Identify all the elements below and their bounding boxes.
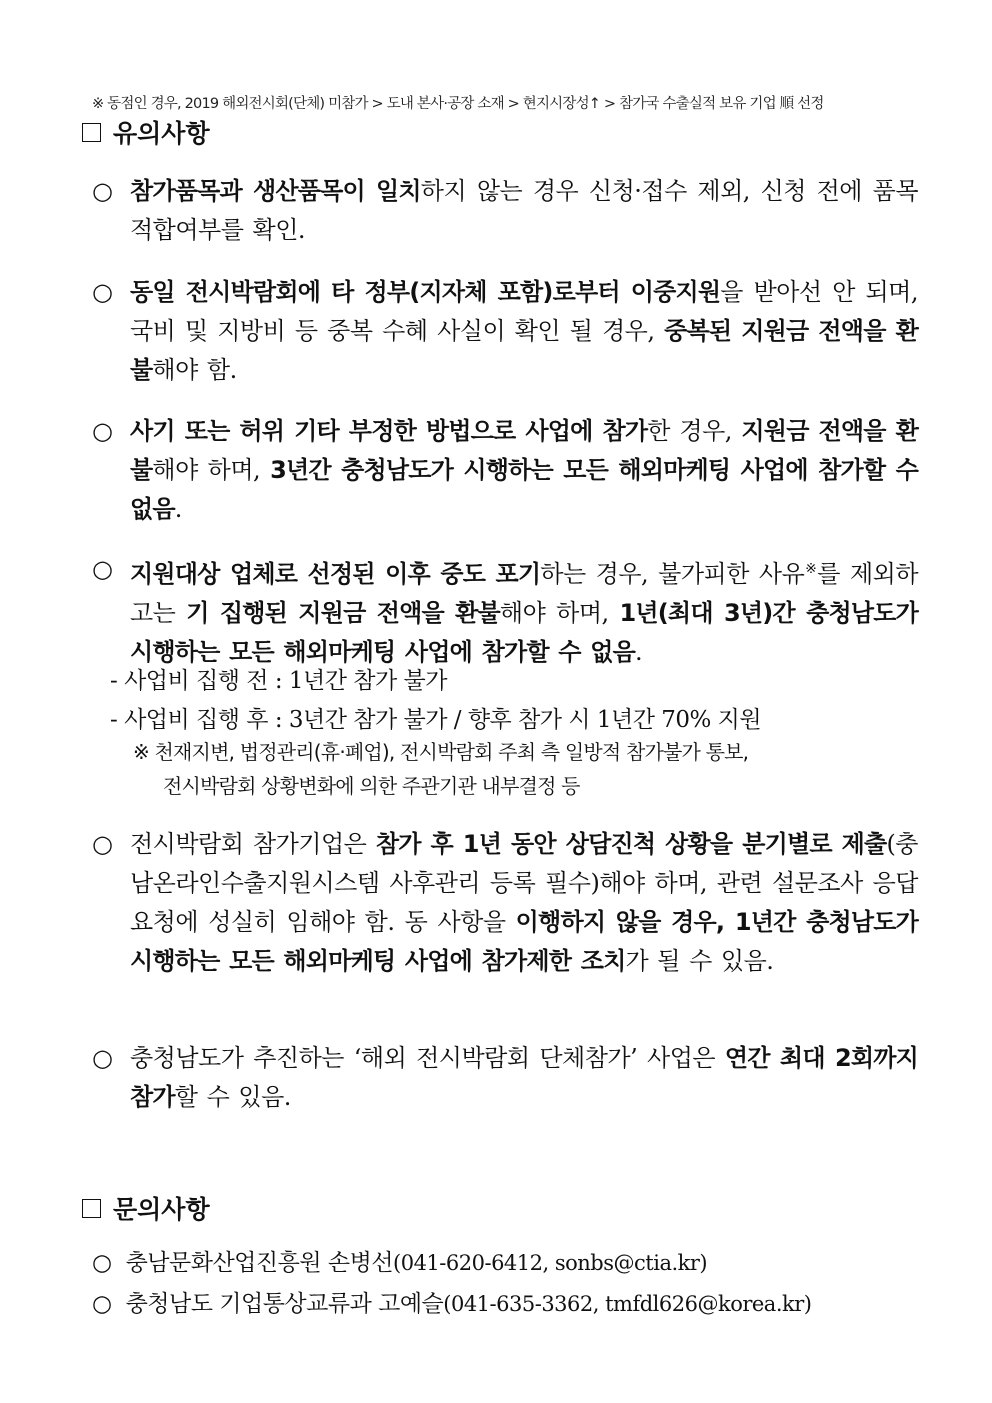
contact-section-title bbox=[82, 1190, 210, 1226]
note-item-4-text bbox=[130, 550, 918, 672]
note-item-6-text bbox=[130, 1039, 918, 1117]
text-phrase: 해야 하며, bbox=[499, 599, 620, 627]
text-phrase: 해야 함. bbox=[152, 356, 237, 384]
circle-bullet-icon: ○ bbox=[92, 278, 113, 306]
note-item-4 bbox=[92, 550, 918, 672]
bold-phrase: 지원금 전액을 환불 bbox=[130, 417, 918, 484]
reference-line-1: ※ 천재지변, 법정관리(휴‧폐업), 전시박람회 주최 측 일방적 참가불가 통보, bbox=[133, 740, 749, 764]
text-phrase: 을 받아선 안 되며, 국비 및 지방비 등 중복 수혜 사실이 확인 될 경우, bbox=[130, 278, 918, 345]
text-phrase: 하지 않는 경우 신청·접수 제외, 신청 전에 품목 적합여부를 확인. bbox=[130, 177, 918, 244]
note-item-5 bbox=[92, 825, 918, 981]
text-phrase: 하는 경우, 불가피한 사유 bbox=[540, 560, 805, 588]
note-item-2 bbox=[92, 273, 918, 390]
bold-phrase: 3년간 충청남도가 시행하는 모든 해외마케팅 사업에 참가할 수 없음 bbox=[130, 456, 918, 523]
note-item-3 bbox=[92, 412, 918, 529]
bold-phrase: 사기 또는 허위 기타 부정한 방법으로 사업에 참가 bbox=[130, 417, 648, 445]
text-phrase: 한 경우, bbox=[647, 417, 742, 445]
circle-bullet-icon: ○ bbox=[92, 830, 113, 858]
note-item-1-text bbox=[130, 172, 918, 250]
notes-title-text: 유의사항 bbox=[113, 119, 210, 148]
circle-bullet-icon: ○ bbox=[92, 177, 113, 205]
note-item-1 bbox=[92, 172, 918, 250]
contact-item-2 bbox=[92, 1285, 811, 1318]
circle-bullet-icon: ○ bbox=[92, 1044, 113, 1072]
bold-phrase: 1년(최대 3년)간 충청남도가 시행하는 모든 해외마케팅 사업에 참가할 수 없음 bbox=[130, 599, 919, 666]
reference-mark: ※ bbox=[804, 561, 818, 577]
note-item-3-text bbox=[130, 412, 918, 529]
reference-note bbox=[133, 735, 748, 803]
bold-phrase: 연간 최대 2회까지 참가 bbox=[130, 1044, 919, 1111]
bold-phrase: 참가 후 1년 동안 상담진척 상황을 분기별로 제출 bbox=[375, 830, 887, 858]
text-phrase: . bbox=[174, 495, 182, 523]
bold-phrase: 이행하지 않을 경우, 1년간 충청남도가 시행하는 모든 해외마케팅 사업에 참가제한 조치 bbox=[130, 908, 918, 975]
text-phrase: (충남온라인수출지원시스템 사후관리 등록 필수)해야 하며, 관련 설문조사 응답 요청에 성실히 임해야 함. 동 사항을 bbox=[130, 830, 918, 936]
circle-bullet-icon: ○ bbox=[92, 555, 113, 583]
contact-title-text: 문의사항 bbox=[113, 1195, 210, 1224]
text-phrase: 가 될 수 있음. bbox=[625, 947, 774, 975]
checkbox-square-icon bbox=[82, 123, 101, 142]
bold-phrase: 참가품목과 생산품목이 일치 bbox=[130, 177, 421, 205]
circle-bullet-icon: ○ bbox=[92, 417, 113, 445]
note-item-6 bbox=[92, 1039, 918, 1117]
bold-phrase: 기 집행된 지원금 전액을 환불 bbox=[186, 599, 500, 627]
sub-item-before: - 사업비 집행 전 : 1년간 참가 불가 bbox=[110, 668, 447, 694]
note-item-5-text bbox=[130, 825, 918, 981]
text-phrase: 해야 하며, bbox=[152, 456, 271, 484]
notes-section-title bbox=[82, 114, 210, 150]
contact-info: (041-620-6412, sonbs@ctia.kr) bbox=[393, 1251, 708, 1275]
text-phrase: 충청남도가 추진하는 ‘해외 전시박람회 단체참가’ 사업은 bbox=[130, 1044, 725, 1072]
text-phrase: 할 수 있음. bbox=[174, 1083, 291, 1111]
bold-phrase: 동일 전시박람회에 타 정부(지자체 포함)로부터 이중지원 bbox=[130, 278, 721, 306]
contact-name: 충남문화산업진흥원 손병선 bbox=[125, 1250, 394, 1276]
contact-info: (041-635-3362, tmfdl626@korea.kr) bbox=[443, 1292, 812, 1316]
note-item-2-text bbox=[130, 273, 918, 390]
text-phrase: 를 제외하고는 bbox=[130, 560, 919, 627]
checkbox-square-icon bbox=[82, 1199, 101, 1218]
tie-break-note: ※ 동점인 경우, 2019 해외전시회(단체) 미참가 > 도내 본사·공장 소재 > 현지시장성↑ > 참가국 수출실적 보유 기업 順 선정 bbox=[92, 96, 824, 112]
text-phrase: 전시박람회 참가기업은 bbox=[130, 830, 376, 858]
contact-name: 충청남도 기업통상교류과 고예슬 bbox=[125, 1291, 444, 1317]
sub-item-after: - 사업비 집행 후 : 3년간 참가 불가 / 향후 참가 시 1년간 70% 지원 bbox=[110, 707, 762, 733]
text-phrase: . bbox=[635, 638, 643, 666]
reference-line-2: 전시박람회 상황변화에 의한 주관기관 내부결정 등 bbox=[163, 774, 580, 798]
circle-bullet-icon: ○ bbox=[92, 1250, 112, 1276]
bold-phrase: 지원대상 업체로 선정된 이후 중도 포기 bbox=[130, 560, 541, 588]
circle-bullet-icon: ○ bbox=[92, 1291, 112, 1317]
contact-item-1 bbox=[92, 1244, 707, 1277]
bold-phrase: 중복된 지원금 전액을 환불 bbox=[130, 317, 918, 384]
